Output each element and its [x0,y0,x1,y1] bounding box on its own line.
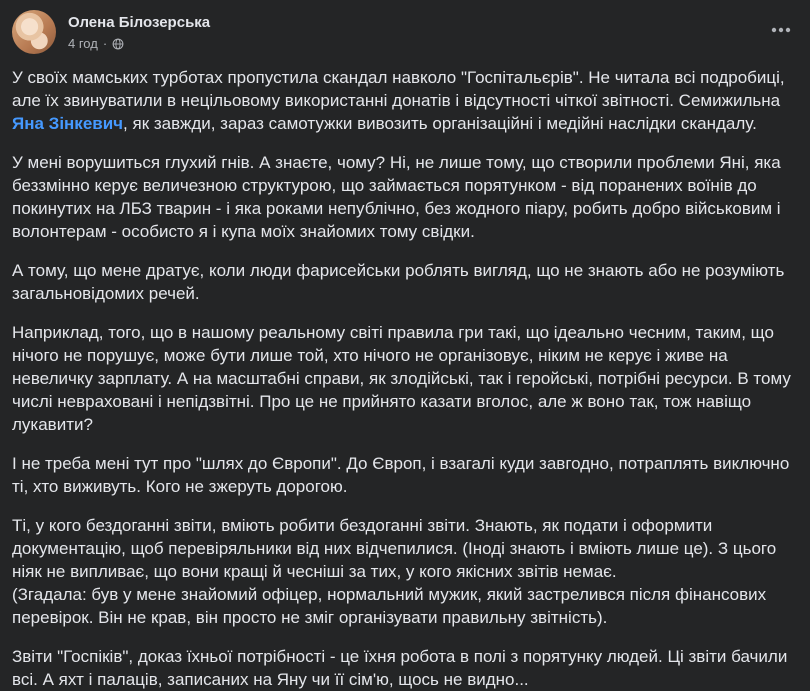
globe-icon[interactable] [112,38,124,50]
post-paragraph: Наприклад, того, що в нашому реальному світі правила гри такі, що ідеально чесним, таким, що нічого не порушує, може бути лише той, хто нічого не організовує, ніким не керує і живе на невеличку зарплату. А на масштабні справи, як злодійські, так і геройські, потрібні ресурси. В тому числі невраховані і непідзвітні. Про це не прийнято казати вголос, але ж воно так, тож навіщо лукавити? [12,323,791,434]
post-timestamp[interactable]: 4 год [68,36,98,51]
avatar[interactable] [12,10,56,54]
separator-dot: · [102,36,108,51]
post-paragraph [12,66,798,135]
paragraph-text: У своїх мамських турботах пропустила скандал навколо "Госпітальєрів". Не читала всі подробиці, але їх звинуватили в нецільовому використанні донатів і відсутності чіткої звітності. Семижильна [12,68,785,110]
post-paragraph: У мені ворушиться глухий гнів. А знаєте, чому? Ні, не лише тому, що створили проблеми Яні, яка беззмінно керує величезною структурою, що займається порятунком - від поранених воїнів до покинутих на ЛБЗ тварин - і яка роками непублічно, без жодного піару, робить добро військовим і волонтерам - особисто я і купа моїх знайомих тому свідки. [12,153,781,241]
mention-link[interactable]: Яна Зінкевич [12,114,124,133]
post-header [12,8,210,56]
post-meta [68,13,210,51]
author-name[interactable]: Олена Білозерська [68,14,211,31]
post-paragraph: Звіти "Госпіків", доказ їхньої потрібності - це їхня робота в полі з порятунку людей. Ці звіти бачили всі. А яхт і палаців, записаних на Яну чи її сім'ю, щось не видно... [12,647,788,689]
post-paragraph: А тому, що мене дратує, коли люди фарисейськи роблять вигляд, що не знають або не розуміють загальновідомих речей. [12,261,785,303]
paragraph-text: , як завжди, зараз самотужки вивозить організаційні і медійні наслідки скандалу. [123,114,757,133]
more-options-icon[interactable] [766,18,796,42]
post-body [12,66,798,691]
post-paragraph: І не треба мені тут про "шлях до Європи". До Європ, і взагалі куди завгодно, потраплять виключно ті, хто виживуть. Кого не зжеруть дорогою. [12,454,790,496]
post-subline [68,36,210,51]
post-paragraph: Ті, у кого бездоганні звіти, вміють робити бездоганні звіти. Знають, як подати і оформити документацію, щоб перевіряльники від них відчепилися. (Іноді знають і вміють лише це). З цього ніяк не випливає, що вони кращі й чесніші за тих, у кого якісних звітів немає. (Згадала: був у мене знайомий офіцер, нормальний мужик, який застрелився після фінансових перевірок. Він не крав, він просто не зміг організувати правильну звітність). [12,516,777,627]
